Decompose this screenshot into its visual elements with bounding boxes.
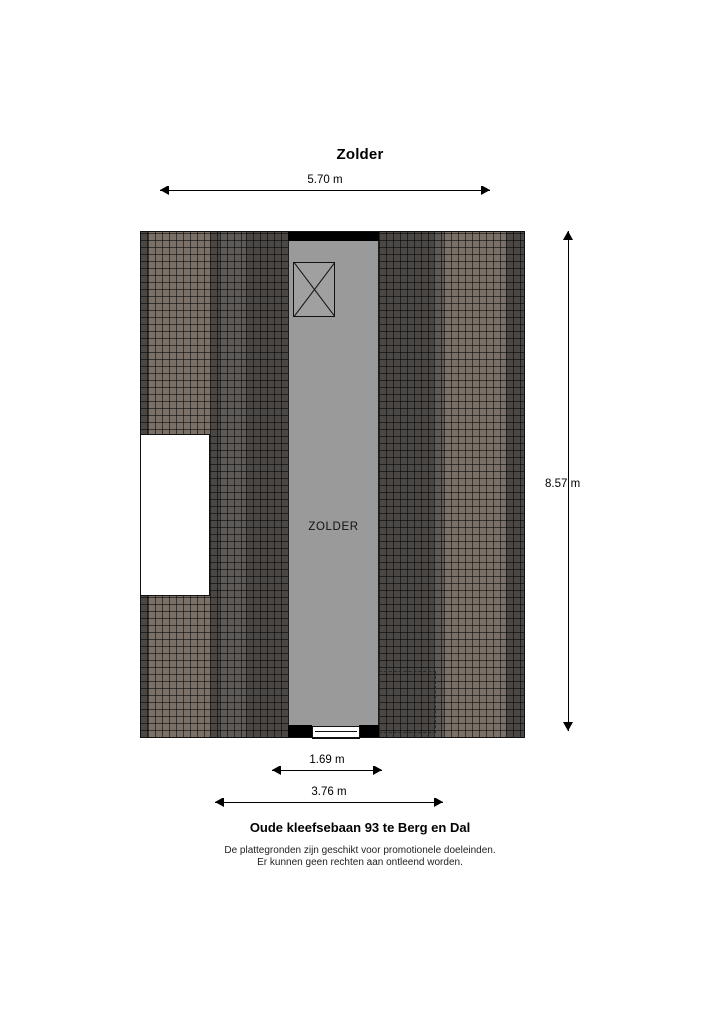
arrow-right-icon [373,765,382,775]
dimension-bottom-inner-label [272,754,382,766]
floor-plan [140,231,525,738]
roof-band [220,231,246,738]
roof-band [444,231,506,738]
dimension-right-height-label: 8.57 m [545,478,581,490]
dimension-bottom-outer-text: 3.76 m [305,786,352,798]
attic-room-label: ZOLDER [308,521,359,533]
arrow-down-icon [563,722,573,731]
window-mullion [315,731,357,732]
footer-address: Oude kleefsebaan 93 te Berg en Dal [249,820,471,835]
roof-band [434,231,444,738]
roof-band [246,231,288,738]
roof-band [210,231,220,738]
wall-opening-bottom-left [288,725,312,738]
attic-hatch-icon [293,262,335,317]
dimension-top-width-label [160,174,490,186]
arrow-right-icon [481,185,490,195]
dimension-bottom-outer [215,786,443,812]
arrow-right-icon [434,797,443,807]
page-title: Zolder [336,146,384,163]
arrow-left-icon [160,185,169,195]
wall-opening-bottom-right [359,725,379,738]
dormer-icon [140,434,210,596]
dimension-line [272,770,382,771]
window-icon [312,726,360,739]
dimension-bottom-inner [272,754,382,780]
dimension-top-width-text: 5.70 m [301,174,348,186]
roof-band [379,231,434,738]
dimension-top-width [160,174,490,200]
dimension-line [215,802,443,803]
footer-disclaimer-line2: Er kunnen geen rechten aan ontleend worden. [257,857,463,868]
roof-band [506,231,525,738]
arrow-left-icon [215,797,224,807]
dimension-bottom-outer-label [215,786,443,798]
footer-disclaimer-line1: De plattegronden zijn geschikt voor promotionele doeleinden. [224,845,496,856]
dimension-line [160,190,490,191]
arrow-left-icon [272,765,281,775]
arrow-up-icon [563,231,573,240]
dimension-bottom-inner-text: 1.69 m [303,754,350,766]
dashed-region [379,671,436,733]
wall-opening-top [288,231,379,241]
